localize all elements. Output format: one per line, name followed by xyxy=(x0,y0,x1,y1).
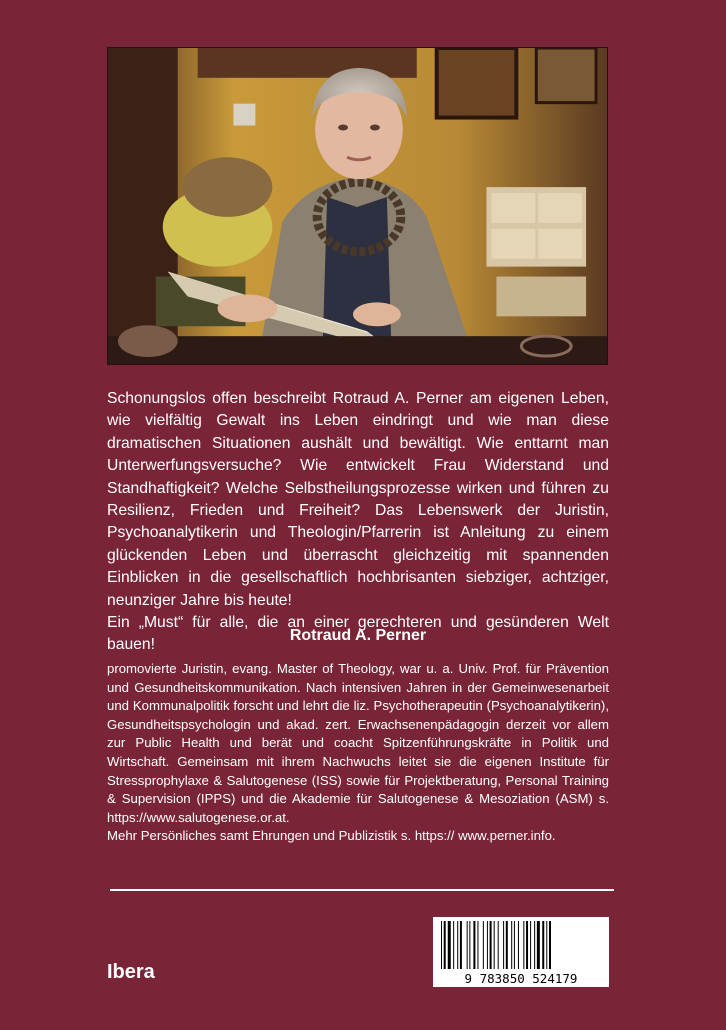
barcode-bar xyxy=(523,921,524,969)
barcode-bar xyxy=(530,921,531,969)
barcode-bar xyxy=(542,921,544,969)
barcode-bar xyxy=(526,921,528,969)
barcode-bar xyxy=(546,921,547,969)
barcode-bar xyxy=(503,921,504,969)
barcode-bar xyxy=(506,921,508,969)
barcode-bar xyxy=(444,921,446,969)
barcode-bar xyxy=(487,921,488,969)
publisher-logo: Ibera xyxy=(107,961,155,983)
blurb xyxy=(107,388,609,657)
barcode-graphic xyxy=(433,917,609,987)
barcode-bar xyxy=(473,921,475,969)
barcode-bar xyxy=(511,921,512,969)
bio-more: Mehr Persönliches samt Ehrungen und Publizistik s. https:// www.perner.info. xyxy=(107,828,556,844)
author-name: Rotraud A. Perner xyxy=(289,627,427,644)
barcode-bar xyxy=(477,921,478,969)
barcode-bar xyxy=(441,921,442,969)
barcode-bar xyxy=(494,921,495,969)
barcode-bar xyxy=(534,921,535,969)
barcode-bar xyxy=(483,921,484,969)
blurb-closing: Ein „Must“ für alle, die an einer gerechteren und gesünderen Welt bauen! xyxy=(107,614,609,654)
bio-text: promovierte Juristin, evang. Master of Theology, war u. a. Univ. Prof. für Prävention und Gesundheitskommunikation. Nach intensiven Jahren in der Gemeinwesenarbeit und Kommunalpolitik forscht und lehrt die liz. Psychotherapeutin (Psychoanalytikerin), Gesundheitspsychologin und akad. zert. Erwachsenenpädagogin derzeit vor allem zur Public Health und berät und coacht Spitzenführungskräfte in Politik und Wirtschaft. Gemeinsam mit ihrem Nachwuchs leitet sie die eigenen Institute für Stressprophylaxe & Salutogenese (ISS) sowie für Projektberatung, Personal Training & Supervision (IPPS) und die Akademie für Salutogenese & Mesoziation (ASM) s. https://www.salutogenese.or.at. xyxy=(107,661,609,825)
author-bio xyxy=(107,660,609,846)
isbn-barcode xyxy=(433,917,609,987)
barcode-bar xyxy=(469,921,470,969)
barcode-bar xyxy=(537,921,540,969)
barcode-digits: 9 783850 524179 xyxy=(464,971,578,986)
author-photo xyxy=(107,47,608,365)
barcode-bar xyxy=(460,921,462,969)
barcode-bar xyxy=(467,921,468,969)
divider xyxy=(110,889,614,891)
blurb-paragraph: Schonungslos offen beschreibt Rotraud A. Perner am eigenen Leben, wie vielfältig Gewalt ins Leben eindringt und wie man diese dramatischen Situationen aushält und bewältigt. Wie enttarnt man Unterwerfungsversuche? Wie entwickelt Frau Widerstand und Standhaftigkeit? Welche Selbstheilungsprozesse wirken und führen zu Resilienz, Frieden und Freiheit? Das Lebenswerk der Juristin, Psychoanalytikerin und Theologin/Pfarrerin ist Anleitung zu einem glückenden Leben und überrascht gleichzeitig mit spannenden Einblicken in die gesellschaftlich hochbrisanten siebziger, achtziger, neunziger Jahre bis heute! xyxy=(107,390,609,609)
barcode-bar xyxy=(518,921,519,969)
barcode-bar xyxy=(490,921,492,969)
barcode-bar xyxy=(498,921,499,969)
barcode-bar xyxy=(448,921,451,969)
barcode-bar xyxy=(453,921,454,969)
barcode-bar xyxy=(457,921,458,969)
barcode-bar xyxy=(514,921,515,969)
barcode-bar xyxy=(549,921,551,969)
